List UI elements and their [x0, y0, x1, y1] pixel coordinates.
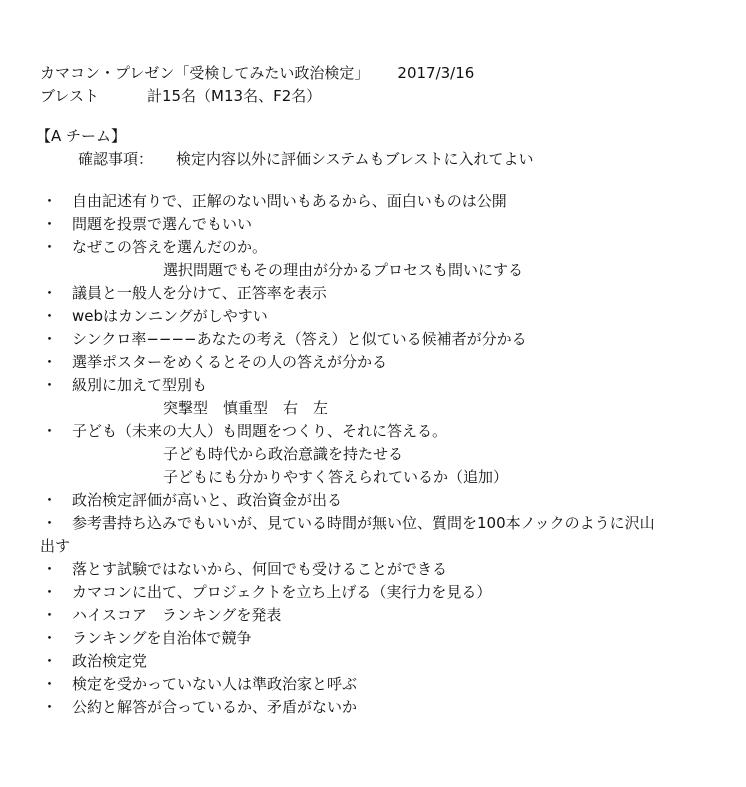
list-item: [40, 305, 740, 328]
session-line: [40, 85, 740, 108]
item-text: 参考書持ち込みでもいいが、見ている時間が無い位、質問を100本ノックのように沢山: [72, 514, 655, 532]
team-heading: 【A チーム】: [36, 127, 127, 145]
list-item: [40, 581, 740, 604]
confirm-text: 検定内容以外に評価システムもブレストに入れてよい: [176, 150, 534, 168]
item-text: なぜこの答えを選んだのか。: [72, 238, 268, 256]
list-item: [40, 558, 740, 581]
bullet-icon: ・: [42, 307, 58, 325]
bullet-icon: ・: [42, 215, 58, 233]
bullet-icon: ・: [42, 192, 58, 210]
list-item: [40, 236, 740, 259]
session-label: ブレスト: [40, 87, 99, 105]
list-item: [40, 604, 740, 627]
document: [36, 62, 740, 719]
list-item: [40, 213, 740, 236]
list-item: [40, 512, 740, 535]
bullet-icon: ・: [42, 560, 58, 578]
item-text: 政治検定評価が高いと、政治資金が出る: [72, 491, 343, 509]
confirm-line: [40, 148, 740, 171]
bullet-icon: ・: [42, 422, 58, 440]
item-text: 検定を受かっていない人は準政治家と呼ぶ: [72, 675, 358, 693]
item-text: ランキングを自治体で競争: [72, 629, 252, 647]
item-text: 子ども（未来の大人）も問題をつくり、それに答える。: [72, 422, 448, 440]
list-item: [40, 328, 740, 351]
item-text: 選択問題でもその理由が分かるプロセスも問いにする: [163, 261, 524, 279]
bullet-icon: ・: [42, 652, 58, 670]
bullet-icon: ・: [42, 583, 58, 601]
doc-title: カマコン・プレゼン「受検してみたい政治検定」: [40, 64, 370, 82]
bullet-icon: ・: [42, 675, 58, 693]
doc-date: 2017/3/16: [397, 64, 475, 82]
list-subitem: [40, 397, 740, 420]
list-item: [40, 190, 740, 213]
item-text: 公約と解答が合っているか、矛盾がないか: [72, 698, 358, 716]
item-text: 議員と一般人を分けて、正答率を表示: [72, 284, 327, 302]
item-text: 政治検定党: [72, 652, 148, 670]
list-item: [40, 374, 740, 397]
item-text: 問題を投票で選んでもいい: [72, 215, 253, 233]
list-item: [40, 696, 740, 719]
item-text: シンクロ率−−−−あなたの考え（答え）と似ている候補者が分かる: [72, 330, 527, 348]
bullet-icon: ・: [42, 238, 58, 256]
bullet-icon: ・: [42, 698, 58, 716]
item-text: 突撃型 慎重型 右 左: [163, 399, 329, 417]
item-text: ハイスコア ランキングを発表: [72, 606, 282, 624]
list-item: [40, 627, 740, 650]
list-subitem: [40, 466, 740, 489]
attendance: 計15名（M13名、F2名）: [146, 87, 322, 105]
bullet-icon: ・: [42, 330, 58, 348]
confirm-label: 確認事項：: [78, 150, 154, 168]
bullet-icon: ・: [42, 376, 58, 394]
item-text: 子どもにも分かりやすく答えられているか（追加）: [163, 468, 509, 486]
item-text: カマコンに出て、プロジェクトを立ち上げる（実行力を見る）: [72, 583, 492, 601]
list-subitem: [40, 259, 740, 282]
list-item: [40, 650, 740, 673]
bullet-icon: ・: [42, 514, 58, 532]
item-text: 落とす試験ではないから、何回でも受けることができる: [72, 560, 448, 578]
list-item: [40, 673, 740, 696]
bullet-icon: ・: [42, 353, 58, 371]
list-item: [40, 351, 740, 374]
item-text: 自由記述有りで、正解のない問いもあるから、面白いものは公開: [72, 192, 507, 210]
bullet-icon: ・: [42, 606, 58, 624]
item-text: 出す: [40, 537, 71, 555]
bullet-icon: ・: [42, 491, 58, 509]
item-text: 級別に加えて型別も: [72, 376, 208, 394]
item-text: 子ども時代から政治意識を持たせる: [163, 445, 404, 463]
list-item: [40, 282, 740, 305]
list-subitem: [40, 443, 740, 466]
item-text: webはカンニングがしやすい: [72, 307, 268, 325]
list-item: [40, 420, 740, 443]
bullet-icon: ・: [42, 629, 58, 647]
bullet-icon: ・: [42, 284, 58, 302]
item-text: 選挙ポスターをめくるとその人の答えが分かる: [72, 353, 388, 371]
list-item: [40, 489, 740, 512]
bullet-list: [40, 190, 740, 719]
title-line: [40, 62, 740, 85]
list-item-continuation: [40, 535, 740, 558]
